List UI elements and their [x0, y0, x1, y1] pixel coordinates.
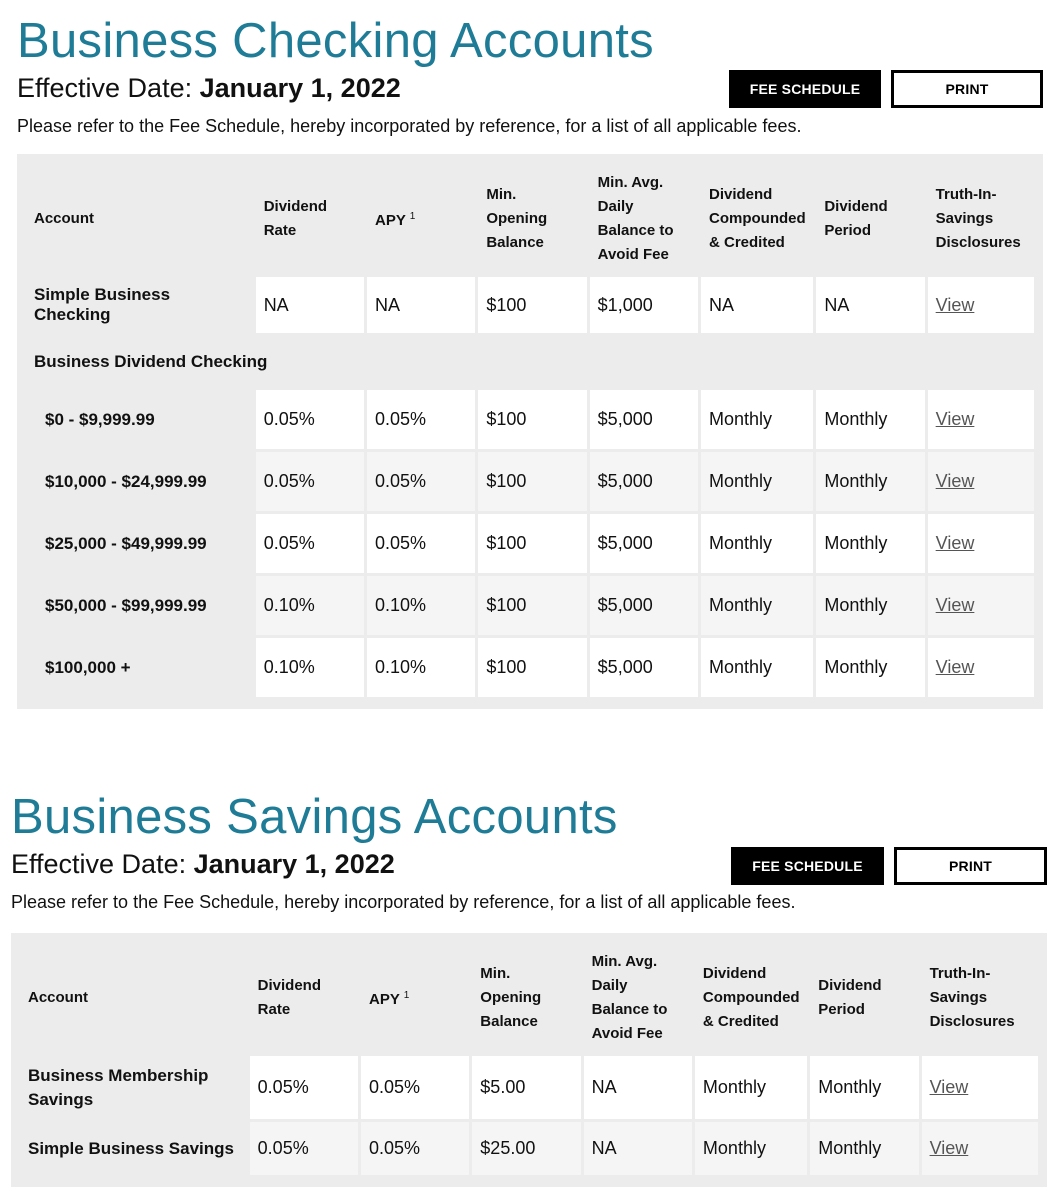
table-row [26, 452, 1034, 511]
checking-section [17, 12, 1043, 138]
table-row [26, 277, 1034, 333]
compounded: NA [701, 277, 813, 333]
apy-value: 0.05% [367, 390, 475, 449]
dividend-period: Monthly [816, 638, 924, 697]
col-min-opening: Min. Opening Balance [478, 163, 586, 274]
fee-note: Please refer to the Fee Schedule, hereby incorporated by reference, for a list of all applicable fees. [17, 116, 802, 136]
min-opening: $100 [478, 514, 586, 573]
min-avg-daily: NA [584, 1122, 692, 1175]
min-opening: $100 [478, 638, 586, 697]
col-min-opening: Min. Opening Balance [472, 942, 580, 1053]
table-header-row [20, 942, 1038, 1053]
col-apy: APY $^1$ [367, 163, 475, 274]
apy-value: 0.05% [361, 1122, 469, 1175]
tier-name: $100,000 + [26, 638, 253, 697]
apy-value: 0.05% [361, 1056, 469, 1119]
min-avg-daily: $5,000 [590, 514, 698, 573]
min-avg-daily: NA [584, 1056, 692, 1119]
col-min-avg-daily: Min. Avg. Daily Balance to Avoid Fee [584, 942, 692, 1053]
fee-note: Please refer to the Fee Schedule, hereby incorporated by reference, for a list of all applicable fees. [11, 892, 796, 912]
view-disclosure-link[interactable]: View [929, 1138, 969, 1158]
compounded: Monthly [701, 576, 813, 635]
effective-date [17, 70, 401, 106]
dividend-rate: 0.10% [256, 638, 364, 697]
view-disclosure-link[interactable]: View [929, 1077, 969, 1097]
account-name: Business Membership Savings [20, 1056, 247, 1119]
disclosure-cell [922, 1056, 1038, 1119]
min-avg-daily: $5,000 [590, 576, 698, 635]
disclosure-cell [928, 576, 1034, 635]
min-opening: $100 [478, 452, 586, 511]
table-row [26, 638, 1034, 697]
print-button[interactable]: PRINT [891, 70, 1043, 108]
col-dividend-period: Dividend Period [810, 942, 918, 1053]
col-compounded: Dividend Compounded & Credited [695, 942, 807, 1053]
apy-value: 0.05% [367, 514, 475, 573]
apy-value: NA [367, 277, 475, 333]
checking-table-wrap [17, 154, 1043, 709]
apy-value: 0.10% [367, 638, 475, 697]
view-disclosure-link[interactable]: View [935, 409, 975, 429]
min-opening: $25.00 [472, 1122, 580, 1175]
compounded: Monthly [701, 390, 813, 449]
table-header-row [26, 163, 1034, 274]
min-avg-daily: $1,000 [590, 277, 698, 333]
view-disclosure-link[interactable]: View [935, 595, 975, 615]
col-dividend-period: Dividend Period [816, 163, 924, 274]
min-opening: $100 [478, 390, 586, 449]
col-truth-in-savings: Truth-In- Savings Disclosures [922, 942, 1038, 1053]
min-avg-daily: $5,000 [590, 638, 698, 697]
effective-row [17, 70, 1043, 114]
col-account: Account [20, 942, 247, 1053]
dividend-period: Monthly [810, 1122, 918, 1175]
page-title: Business Savings Accounts [11, 790, 618, 844]
col-truth-in-savings: Truth-In- Savings Disclosures [928, 163, 1034, 274]
savings-section [11, 788, 1047, 914]
account-name: Simple Business Savings [20, 1122, 247, 1175]
disclosure-cell [928, 638, 1034, 697]
compounded: Monthly [701, 452, 813, 511]
effective-label: Effective Date: [17, 73, 193, 103]
table-row [26, 390, 1034, 449]
disclosure-cell [928, 390, 1034, 449]
disclosure-cell [928, 514, 1034, 573]
compounded: Monthly [701, 638, 813, 697]
disclosure-cell [922, 1122, 1038, 1175]
print-button[interactable]: PRINT [894, 847, 1047, 885]
dividend-period: Monthly [816, 576, 924, 635]
compounded: Monthly [701, 514, 813, 573]
col-account: Account [26, 163, 253, 274]
savings-table [17, 939, 1041, 1178]
table-row [26, 576, 1034, 635]
group-label: Business Dividend Checking [26, 336, 1034, 387]
compounded: Monthly [695, 1122, 807, 1175]
effective-date-value: January 1, 2022 [193, 849, 395, 879]
savings-table-wrap [11, 933, 1047, 1187]
dividend-period: Monthly [816, 452, 924, 511]
dividend-rate: 0.05% [250, 1122, 358, 1175]
disclosure-cell [928, 452, 1034, 511]
table-row [26, 514, 1034, 573]
view-disclosure-link[interactable]: View [935, 471, 975, 491]
col-dividend-rate: Dividend Rate [250, 942, 358, 1053]
dividend-rate: 0.05% [256, 390, 364, 449]
account-name: Simple Business Checking [26, 277, 253, 333]
page-title: Business Checking Accounts [17, 14, 654, 68]
table-row [20, 1122, 1038, 1175]
fee-schedule-button[interactable]: FEE SCHEDULE [729, 70, 881, 108]
fee-schedule-button[interactable]: FEE SCHEDULE [731, 847, 884, 885]
dividend-period: Monthly [816, 514, 924, 573]
disclosure-cell [928, 277, 1034, 333]
group-row [26, 336, 1034, 387]
tier-name: $10,000 - $24,999.99 [26, 452, 253, 511]
tier-name: $0 - $9,999.99 [26, 390, 253, 449]
dividend-rate: 0.10% [256, 576, 364, 635]
min-opening: $5.00 [472, 1056, 580, 1119]
view-disclosure-link[interactable]: View [935, 533, 975, 553]
apy-value: 0.05% [367, 452, 475, 511]
dividend-rate: NA [256, 277, 364, 333]
col-dividend-rate: Dividend Rate [256, 163, 364, 274]
col-compounded: Dividend Compounded & Credited [701, 163, 813, 274]
tier-name: $50,000 - $99,999.99 [26, 576, 253, 635]
dividend-period: NA [816, 277, 924, 333]
effective-date-value: January 1, 2022 [199, 73, 401, 103]
dividend-period: Monthly [816, 390, 924, 449]
effective-row [11, 846, 1047, 890]
min-opening: $100 [478, 576, 586, 635]
min-opening: $100 [478, 277, 586, 333]
checking-table [23, 160, 1037, 700]
effective-date [11, 846, 395, 882]
view-disclosure-link[interactable]: View [935, 294, 975, 315]
col-min-avg-daily: Min. Avg. Daily Balance to Avoid Fee [590, 163, 698, 274]
min-avg-daily: $5,000 [590, 390, 698, 449]
tier-name: $25,000 - $49,999.99 [26, 514, 253, 573]
effective-label: Effective Date: [11, 849, 187, 879]
min-avg-daily: $5,000 [590, 452, 698, 511]
dividend-rate: 0.05% [256, 514, 364, 573]
apy-value: 0.10% [367, 576, 475, 635]
compounded: Monthly [695, 1056, 807, 1119]
table-row [20, 1056, 1038, 1119]
col-apy: APY $^1$ [361, 942, 469, 1053]
view-disclosure-link[interactable]: View [935, 657, 975, 677]
dividend-rate: 0.05% [250, 1056, 358, 1119]
dividend-rate: 0.05% [256, 452, 364, 511]
dividend-period: Monthly [810, 1056, 918, 1119]
